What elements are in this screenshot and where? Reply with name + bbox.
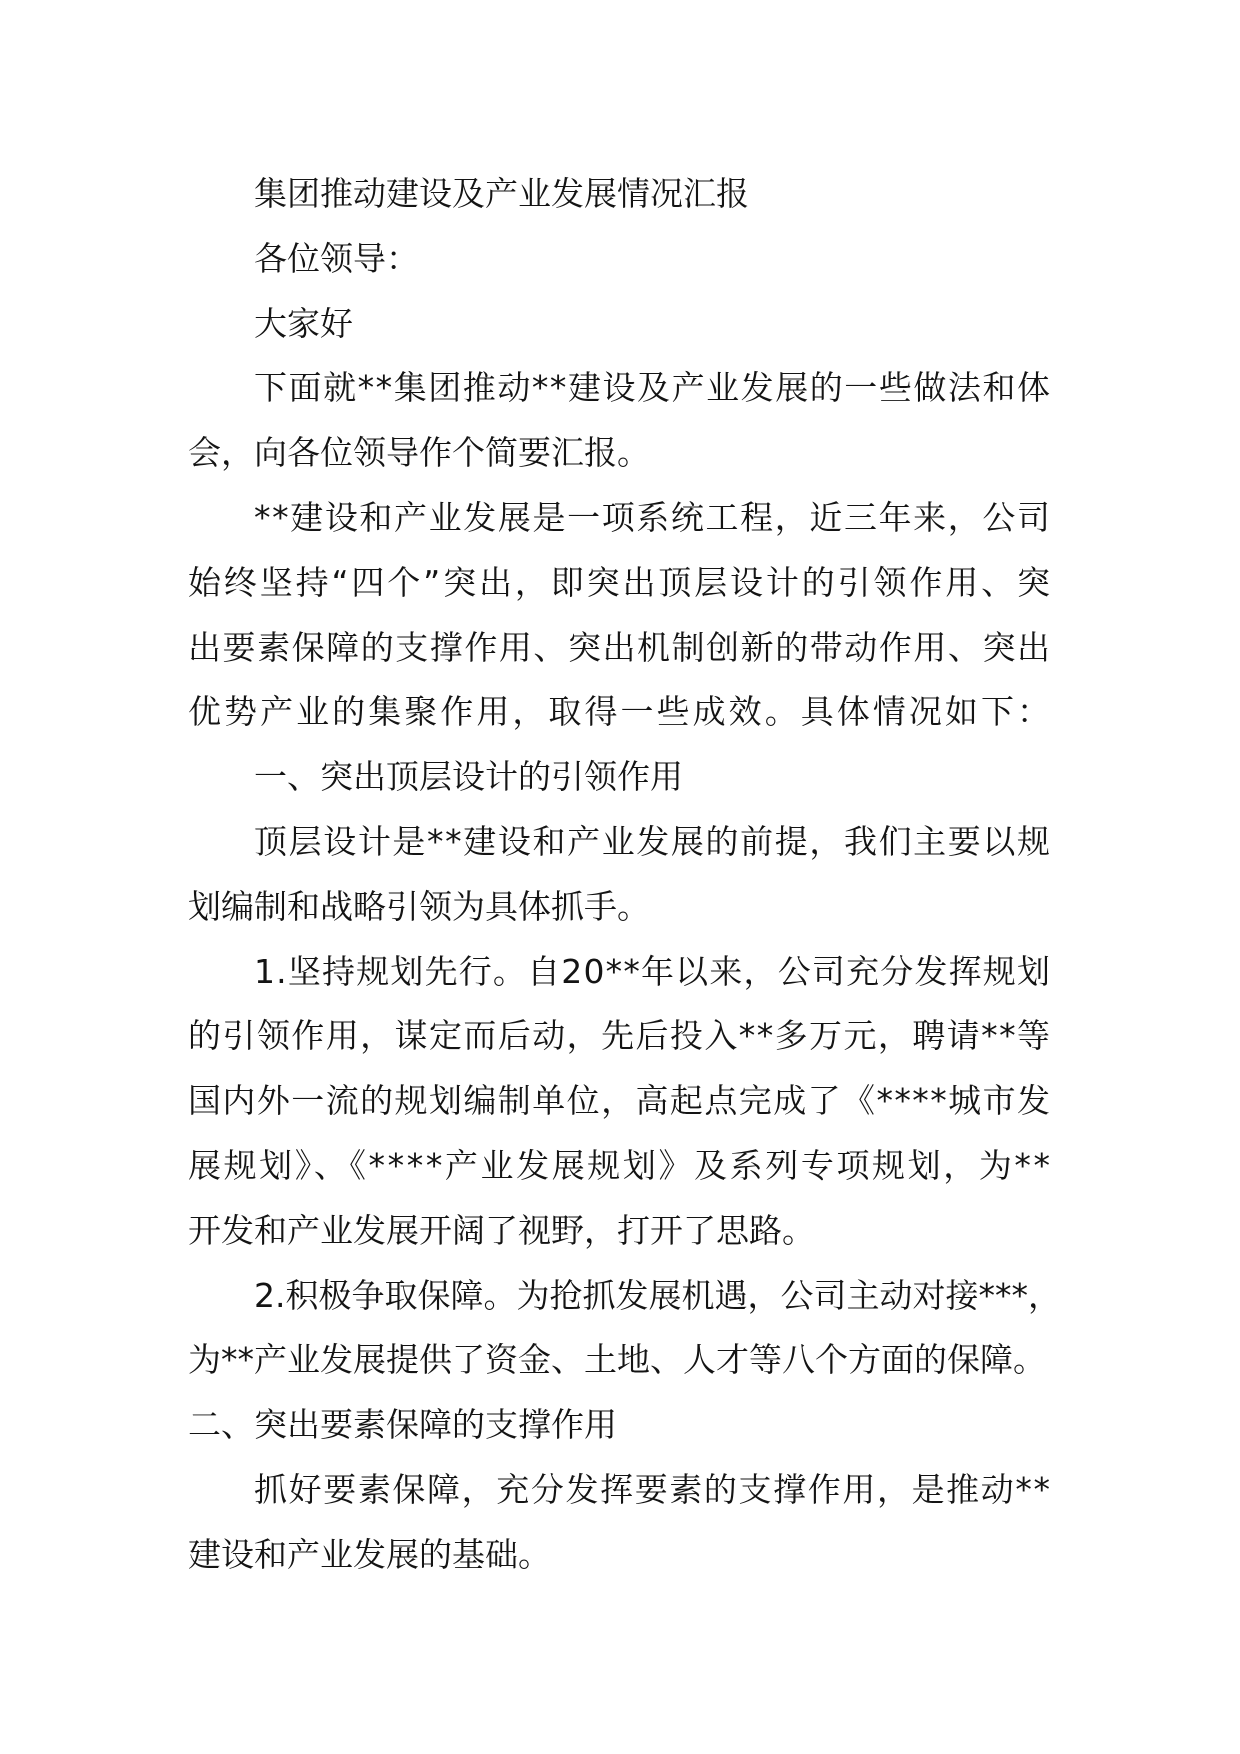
paragraph-line: 的引领作用，谋定而后动，先后投入**多万元，聘请**等 bbox=[188, 1016, 1052, 1056]
paragraph-line: 国内外一流的规划编制单位，高起点完成了《****城市发 bbox=[188, 1081, 1052, 1121]
paragraph-line: 下面就**集团推动**建设及产业发展的一些做法和体 bbox=[254, 368, 1052, 408]
document-body bbox=[0, 162, 1240, 1588]
paragraph-line: 会，向各位领导作个简要汇报。 bbox=[188, 433, 650, 473]
paragraph-line: 2.积极争取保障。为抢抓发展机遇，公司主动对接***， bbox=[254, 1275, 1061, 1315]
paragraph-line: 1.坚持规划先行。自20**年以来，公司充分发挥规划 bbox=[254, 951, 1052, 991]
section-heading: 二、突出要素保障的支撑作用 bbox=[188, 1405, 617, 1445]
paragraph-line: 优势产业的集聚作用，取得一些成效。具体情况如下： bbox=[188, 692, 1054, 732]
paragraph-line: 为**产业发展提供了资金、土地、人才等八个方面的保障。 bbox=[188, 1340, 1046, 1380]
paragraph-line: 始终坚持“四个”突出，即突出顶层设计的引领作用、突 bbox=[188, 562, 1053, 602]
paragraph-line: **建设和产业发展是一项系统工程，近三年来，公司 bbox=[254, 497, 1052, 537]
paragraph-line: 展规划》、《****产业发展规划》及系列专项规划，为** bbox=[188, 1145, 1053, 1185]
paragraph-line: 出要素保障的支撑作用、突出机制创新的带动作用、突出 bbox=[188, 627, 1052, 667]
section-heading: 一、突出顶层设计的引领作用 bbox=[254, 757, 683, 797]
paragraph-line: 开发和产业发展开阔了视野，打开了思路。 bbox=[188, 1210, 815, 1250]
document-title: 集团推动建设及产业发展情况汇报 bbox=[254, 174, 749, 213]
paragraph-line: 抓好要素保障，充分发挥要素的支撑作用，是推动** bbox=[254, 1469, 1052, 1509]
greeting: 大家好 bbox=[254, 303, 353, 343]
paragraph-line: 顶层设计是**建设和产业发展的前提，我们主要以规 bbox=[254, 821, 1052, 861]
paragraph-line: 划编制和战略引领为具体抓手。 bbox=[188, 886, 650, 926]
salutation: 各位领导： bbox=[254, 238, 419, 278]
paragraph-line: 建设和产业发展的基础。 bbox=[188, 1534, 551, 1574]
